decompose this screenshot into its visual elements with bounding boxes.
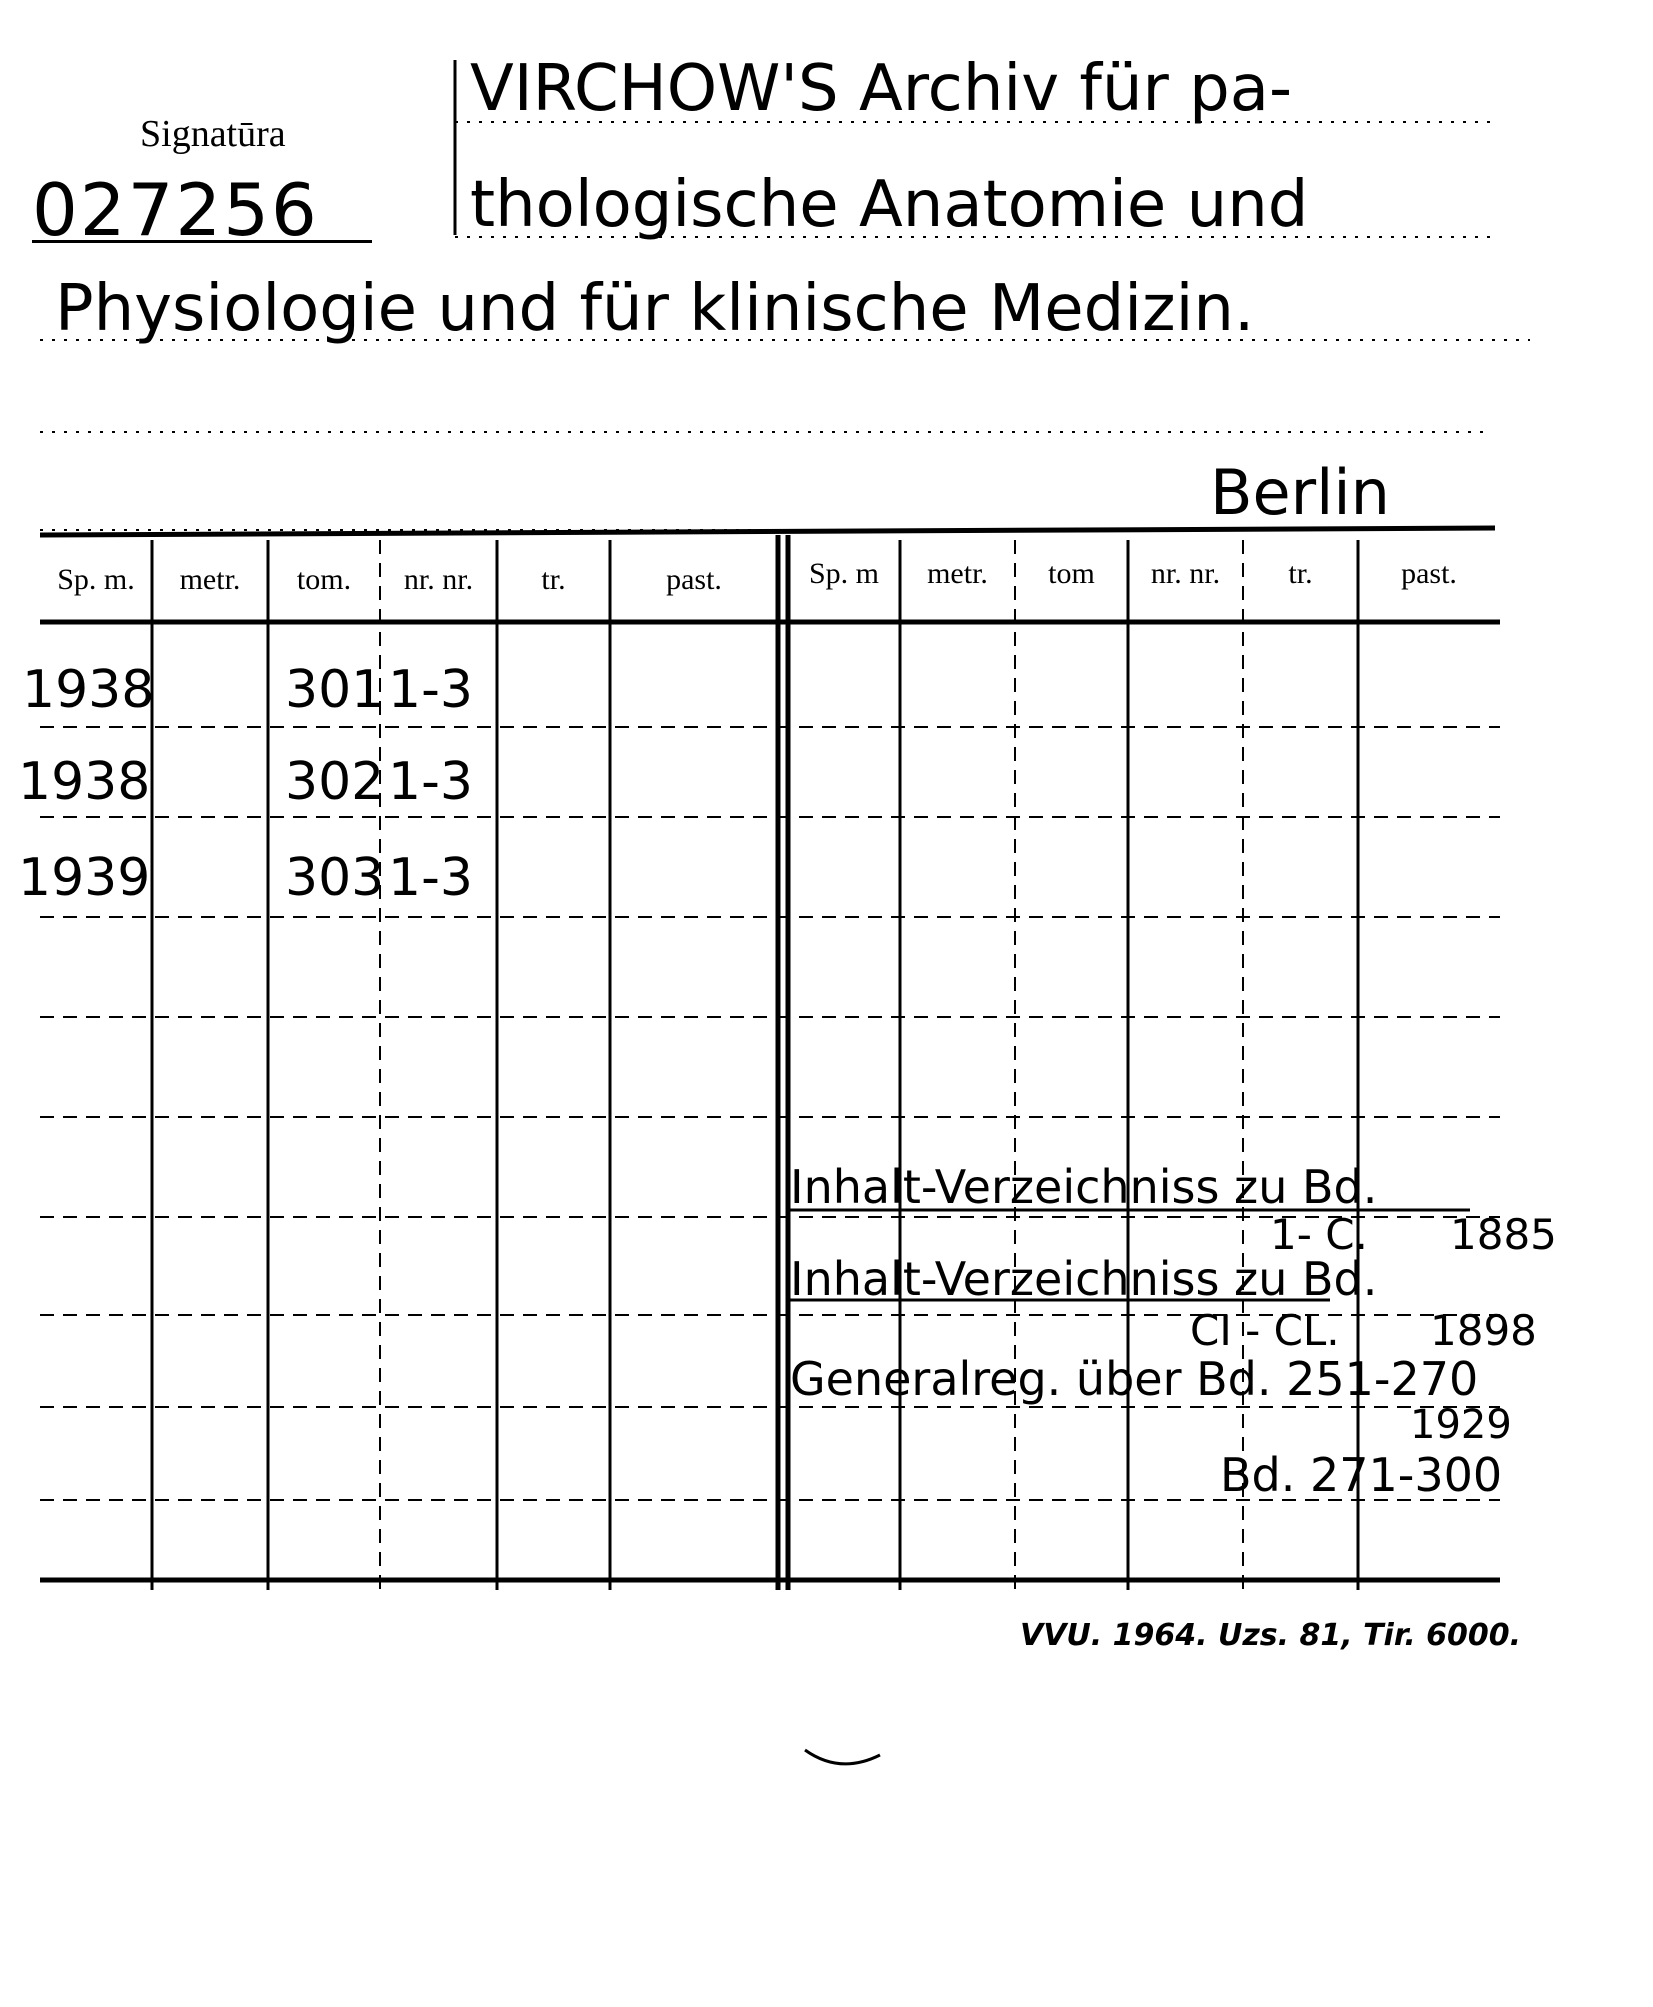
row-3-tom: 303 <box>285 848 385 908</box>
col-header-tom: tom <box>1048 557 1095 590</box>
title-line-1: VIRCHOW'S Archiv für pa- <box>470 52 1293 126</box>
col-header-tom: tom. <box>296 563 352 596</box>
note-index-2-year: 1898 <box>1430 1306 1537 1355</box>
row-1-nr: 1-3 <box>388 660 473 720</box>
col-header-past: past. <box>1401 557 1457 590</box>
col-header-tr: tr. <box>1288 557 1313 590</box>
col-header-metr: metr. <box>179 563 241 596</box>
col-header-sp-m: Sp. m <box>808 557 880 590</box>
note-index-2-range: CI - CL. <box>1190 1306 1340 1355</box>
row-1-tom: 301 <box>285 660 385 720</box>
title-line-2: thologische Anatomie und <box>470 168 1309 242</box>
row-3-year: 1939 <box>18 848 151 908</box>
place-of-publication: Berlin <box>1210 456 1390 529</box>
signatura-underline <box>32 240 372 243</box>
col-header-metr: metr. <box>927 557 988 590</box>
col-header-tr: tr. <box>541 563 566 596</box>
row-3-nr: 1-3 <box>388 848 473 908</box>
row-2-tom: 302 <box>285 752 385 812</box>
note-index-1: Inhalt-Verzeichniss zu Bd. <box>790 1160 1378 1214</box>
col-header-sp-m: Sp. m. <box>57 563 135 596</box>
note-index-1-year: 1885 <box>1450 1210 1557 1259</box>
note-index-1-range: 1- C. <box>1270 1210 1368 1259</box>
note-general-register-range-2: Bd. 271-300 <box>1220 1448 1503 1502</box>
row-1-year: 1938 <box>22 660 155 720</box>
col-header-nr-nr: nr. nr. <box>1150 557 1221 590</box>
signatura-label: Signatūra <box>140 113 286 155</box>
signatura-number: 027256 <box>32 168 319 252</box>
note-index-2: Inhalt-Verzeichniss zu Bd. <box>790 1252 1378 1306</box>
printer-imprint: VVU. 1964. Uzs. 81, Tir. 6000. <box>1020 1618 1522 1653</box>
note-general-register-year: 1929 <box>1410 1402 1512 1448</box>
row-2-year: 1938 <box>18 752 151 812</box>
row-2-nr: 1-3 <box>388 752 473 812</box>
scribble-mark <box>805 1750 880 1764</box>
title-line-3: Physiologie und für klinische Medizin. <box>55 272 1255 346</box>
col-header-nr-nr: nr. nr. <box>403 563 474 596</box>
note-general-register: Generalreg. über Bd. 251-270 <box>790 1352 1479 1406</box>
col-header-past: past. <box>666 563 722 596</box>
